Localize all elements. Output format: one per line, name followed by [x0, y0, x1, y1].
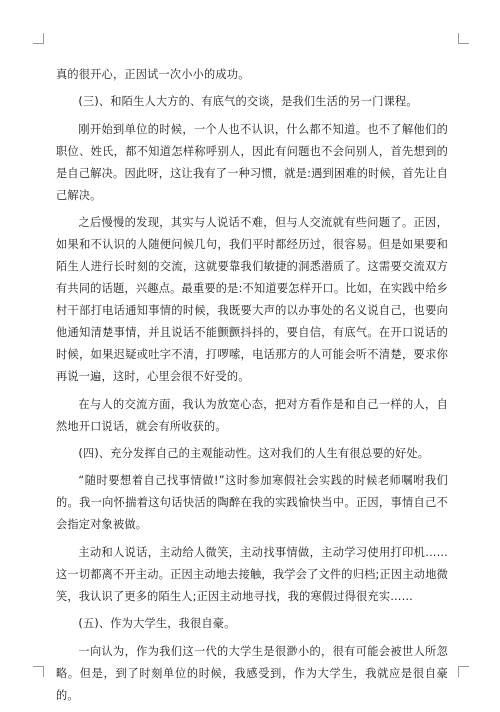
document-body: [56, 64, 448, 712]
paragraph-6: (四)、充分发挥自己的主观能动性。这对我们的人生有很总要的好处。: [78, 446, 430, 460]
crop-mark-top-right: [458, 33, 469, 44]
paragraph-8: 主动和人说话，主动给人微笑，主动找事情做，主动学习使用打印机……这一切都离不开主动。正因主动地去接触，我学会了文件的归档;正因主动地微笑，我认识了更多的陌生人;正因主动地寻找，我的寒假过得很充实……: [56, 545, 448, 603]
paragraph-4: 之后慢慢的发现，其实与人说话不难，但与人交流就有些问题了。正因，如果和不认识的人随便问候几句，我们平时都经历过，很容易。但是如果要和陌生人进行长时刻的交流，这就要靠我们敏捷的洞悉潜质了。这需要交流双方有共同的话题，兴趣点。最重要的是:不知道要怎样开口。比如，在实践中给乡村干部打电话通知事情的时候，我既要大声的以办事处的名义说自己，也要向他通知清楚事情，并且说话不能颤颤抖抖的，要自信，有底气。在开口说话的时候，如果迟疑或吐字不清，打啰嗦，电话那方的人可能会听不清楚，要求你再说一遍，这时，心里会很不好受的。: [56, 216, 448, 384]
crop-mark-bottom-right: [458, 666, 469, 677]
crop-mark-top-left: [33, 33, 44, 44]
paragraph-5: 在与人的交流方面，我认为放宽心态，把对方看作是和自己一样的人，自然地开口说话，就会有所收获的。: [56, 397, 448, 433]
paragraph-3: 刚开始到单位的时候，一个人也不认识，什么都不知道。也不了解他们的职位、姓氏，都不知道怎样称呼别人，因此有问题也不会问别人，首先想到的是自己解决。因此呀，这让我有了一种习惯，就是:遇到困难的时候，首先让自己解决。: [56, 122, 448, 202]
crop-mark-bottom-left: [33, 666, 44, 677]
paragraph-9: (五)、作为大学生，我很自豪。: [78, 617, 236, 631]
paragraph-1: 真的很开心，正因试一次小小的成功。: [56, 68, 250, 81]
paragraph-10: 一向认为，作为我们这一代的大学生是很渺小的，很有可能会被世人所忽略。但是，到了时刻单位的时候，我感受到，作为大学生，我就应是很自豪的。: [56, 644, 448, 702]
paragraph-7: “随时要想着自己找事情做!”这时参加寒假社会实践的时候老师嘱咐我们的。我一向怀揣着这句话快活的陶醉在我的实践愉快当中。正因，事情自己不会指定对象被做。: [56, 474, 448, 532]
paragraph-2: (三)、和陌生人大方的、有底气的交谈，是我们生活的另一门课程。: [78, 95, 418, 109]
